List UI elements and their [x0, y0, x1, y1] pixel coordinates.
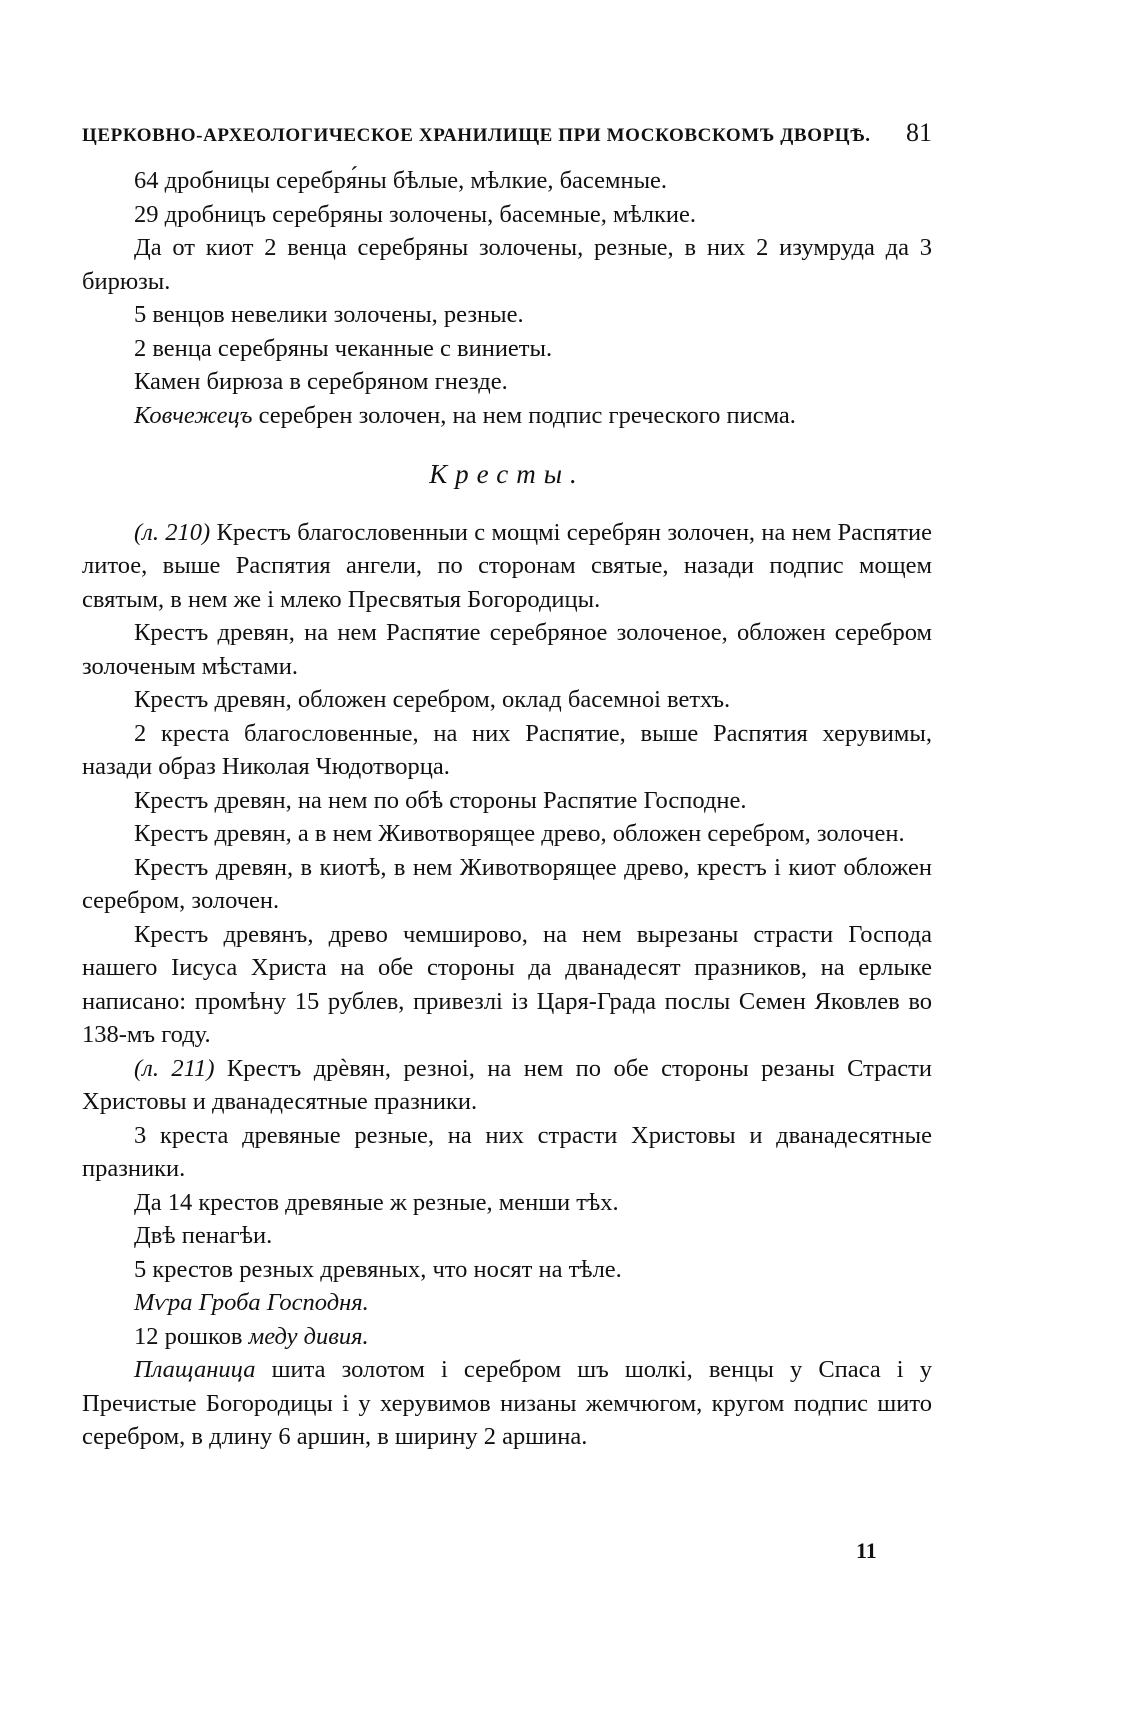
paragraph: Крестъ древян, обложен серебром, оклад басемноі ветхъ.: [134, 686, 731, 713]
paragraph-myra: Мѵра Гроба Господня.: [134, 1289, 369, 1316]
paragraph-roshkov: [82, 1320, 932, 1354]
paragraph-kovchezhets: [82, 399, 932, 433]
italic-term: Ковчежецъ: [134, 401, 253, 429]
italic-term: меду дивия.: [248, 1322, 369, 1350]
paragraph: 2 венца серебряны чеканные с виниеты.: [134, 334, 553, 362]
paragraph: Крестъ древян, на нем по обѣ стороны Распятие Господне.: [134, 786, 747, 814]
paragraph: Крестъ древянъ, древо чемширово, на нем вырезаны страсти Господа нашего Іисуса Христа на обе стороны да дванадесят празников, на ерлыке написано: промѣну 15 рублев, привезлі із Царя-Града послы Семен Яковлев во 138-мъ году.: [82, 920, 932, 1048]
paragraph: 5 венцов невелики золочены, резные.: [134, 301, 524, 328]
paragraph-leaf-210: [82, 516, 932, 617]
paragraph: 5 крестов резных древяных, что носят на тѣле.: [134, 1255, 622, 1283]
leaf-reference: (л. 210): [134, 518, 211, 546]
paragraph-plashchanitsa: [82, 1353, 932, 1454]
header-title: ЦЕРКОВНО-АРХЕОЛОГИЧЕСКОЕ ХРАНИЛИЩЕ ПРИ МОСКОВСКОМЪ ДВОРЦѢ.: [82, 125, 871, 146]
paragraph: Камен бирюза в серебряном гнезде.: [134, 368, 508, 395]
paragraph: 3 креста древяные резные, на них страсти Христовы и дванадесятные празники.: [82, 1121, 932, 1182]
paragraph-text: 12 рошков: [134, 1322, 249, 1350]
paragraph: Да от киот 2 венца серебряны золочены, резные, в них 2 изумруда да 3 бирюзы.: [82, 234, 932, 295]
paragraph: Крестъ древян, а в нем Животворящее древо, обложен серебром, золочен.: [134, 820, 905, 847]
paragraph: Крестъ древян, в киотѣ, в нем Животворящее древо, крестъ і киот обложен серебром, золочен.: [82, 853, 932, 914]
paragraph: 29 дробницъ серебряны золочены, басемные, мѣлкие.: [134, 200, 696, 228]
paragraph: 64 дробницы серебря́ны бѣлые, мѣлкие, басемные.: [134, 167, 668, 194]
italic-term: Плащаница: [134, 1356, 256, 1383]
leaf-reference: (л. 211): [134, 1054, 215, 1082]
paragraph: 2 креста благословенные, на них Распятие, выше Распятия херувимы, назади образ Николая Чюдотворца.: [82, 719, 932, 780]
paragraph: Двѣ пенагѣи.: [134, 1222, 273, 1249]
paragraph: Крестъ древян, на нем Распятие серебряное золоченое, обложен серебром золоченым мѣстами.: [82, 619, 932, 680]
paragraph-text: серебрен золочен, на нем подпис греческого писма.: [252, 401, 796, 429]
signature-mark: 11: [856, 1538, 877, 1563]
paragraph-leaf-211: [82, 1052, 932, 1119]
page-body: [82, 118, 932, 1454]
paragraph: Да 14 крестов древяные ж резные, менши тѣх.: [134, 1188, 619, 1216]
paragraph-text: шита золотом і серебром шъ шолкі, венцы у Спаса і у Пречистые Богородицы і у херувимов низаны жемчюгом, кругом подпис шито серебром, в длину 6 аршин, в ширину 2 аршина.: [82, 1356, 932, 1450]
paragraph-text: Крестъ дрѐвян, резноі, на нем по обе стороны резаны Страсти Христовы и дванадесятные празники.: [82, 1054, 932, 1115]
paragraph-text: Крестъ благословенныи с мощмі серебрян золочен, на нем Распятие литое, выше Распятия ангели, по сторонам святые, назади подпис мощем святым, в нем же і млеко Пресвятыя Богородицы.: [82, 518, 932, 613]
page-number: 81: [906, 118, 932, 147]
running-header: [82, 118, 932, 148]
section-heading: Кресты.: [429, 459, 585, 489]
